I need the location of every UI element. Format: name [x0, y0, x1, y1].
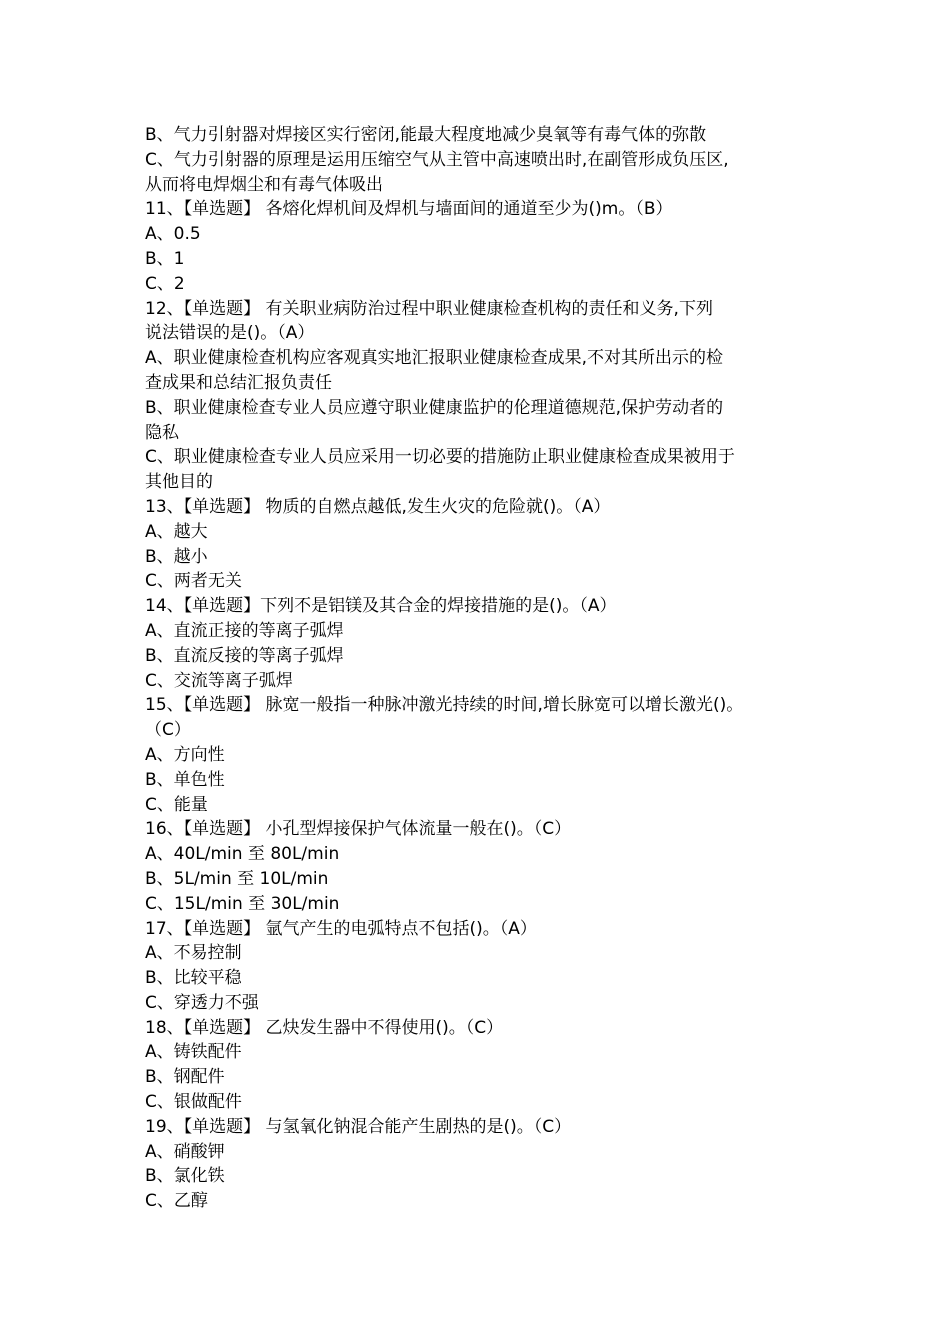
option-line: B、单色性 [145, 769, 225, 790]
option-line: A、不易控制 [145, 943, 242, 964]
option-line: B、职业健康检查专业人员应遵守职业健康监护的伦理道德规范,保护劳动者的 [145, 397, 724, 418]
question-line: 14、【单选题】下列不是铝镁及其合金的焊接措施的是()。（A） [145, 596, 617, 617]
option-line: B、直流反接的等离子弧焊 [145, 645, 344, 666]
option-line: B、氯化铁 [145, 1166, 225, 1187]
option-line: C、乙醇 [145, 1191, 208, 1212]
option-line: C、两者无关 [145, 571, 242, 592]
option-line: C、能量 [145, 794, 208, 815]
option-line: 隐私 [145, 422, 179, 443]
option-line: A、40L/min 至 80L/min [145, 844, 340, 865]
text-line: 从而将电焊烟尘和有毒气体吸出 [145, 174, 383, 195]
option-line: 查成果和总结汇报负责任 [145, 372, 332, 393]
option-line: A、0.5 [145, 224, 201, 245]
option-line: C、交流等离子弧焊 [145, 670, 293, 691]
option-line: A、职业健康检查机构应客观真实地汇报职业健康检查成果,不对其所出示的检 [145, 348, 724, 369]
option-line: 其他目的 [145, 472, 213, 493]
question-line: 11、【单选题】 各熔化焊机间及焊机与墙面间的通道至少为()m。（B） [145, 199, 673, 220]
option-line: A、硝酸钾 [145, 1141, 225, 1162]
option-line: B、越小 [145, 546, 208, 567]
text-line: C、气力引射器的原理是运用压缩空气从主管中高速喷出时,在副管形成负压区, [145, 149, 729, 170]
question-line: 15、【单选题】 脉宽一般指一种脉冲激光持续的时间,增长脉宽可以增长激光()。 [145, 695, 744, 716]
option-line: B、比较平稳 [145, 968, 242, 989]
option-line: C、15L/min 至 30L/min [145, 893, 340, 914]
question-line: 16、【单选题】 小孔型焊接保护气体流量一般在()。（C） [145, 819, 572, 840]
text-line: B、气力引射器对焊接区实行密闭,能最大程度地减少臭氧等有毒气体的弥散 [145, 125, 707, 145]
question-line: 18、【单选题】 乙炔发生器中不得使用()。（C） [145, 1017, 504, 1038]
option-line: B、钢配件 [145, 1067, 225, 1088]
option-line: A、直流正接的等离子弧焊 [145, 620, 344, 641]
question-line: 12、【单选题】 有关职业病防治过程中职业健康检查机构的责任和义务,下列 [145, 298, 713, 319]
option-line: B、5L/min 至 10L/min [145, 868, 329, 889]
option-line: C、穿透力不强 [145, 992, 259, 1013]
question-line: 19、【单选题】 与氢氧化钠混合能产生剧热的是()。（C） [145, 1116, 572, 1137]
option-line: C、银做配件 [145, 1092, 242, 1113]
question-line: 13、【单选题】 物质的自燃点越低,发生火灾的危险就()。（A） [145, 496, 611, 517]
question-line: （C） [145, 720, 191, 741]
question-line: 17、【单选题】 氩气产生的电弧特点不包括()。（A） [145, 918, 537, 939]
question-line: 说法错误的是()。（A） [145, 323, 315, 344]
option-line: A、方向性 [145, 744, 225, 765]
option-line: B、1 [145, 248, 185, 269]
document-body [145, 123, 825, 1214]
option-line: A、越大 [145, 521, 208, 542]
option-line: A、铸铁配件 [145, 1042, 242, 1063]
option-line: C、职业健康检查专业人员应采用一切必要的措施防止职业健康检查成果被用于 [145, 447, 735, 468]
option-line: C、2 [145, 273, 185, 294]
